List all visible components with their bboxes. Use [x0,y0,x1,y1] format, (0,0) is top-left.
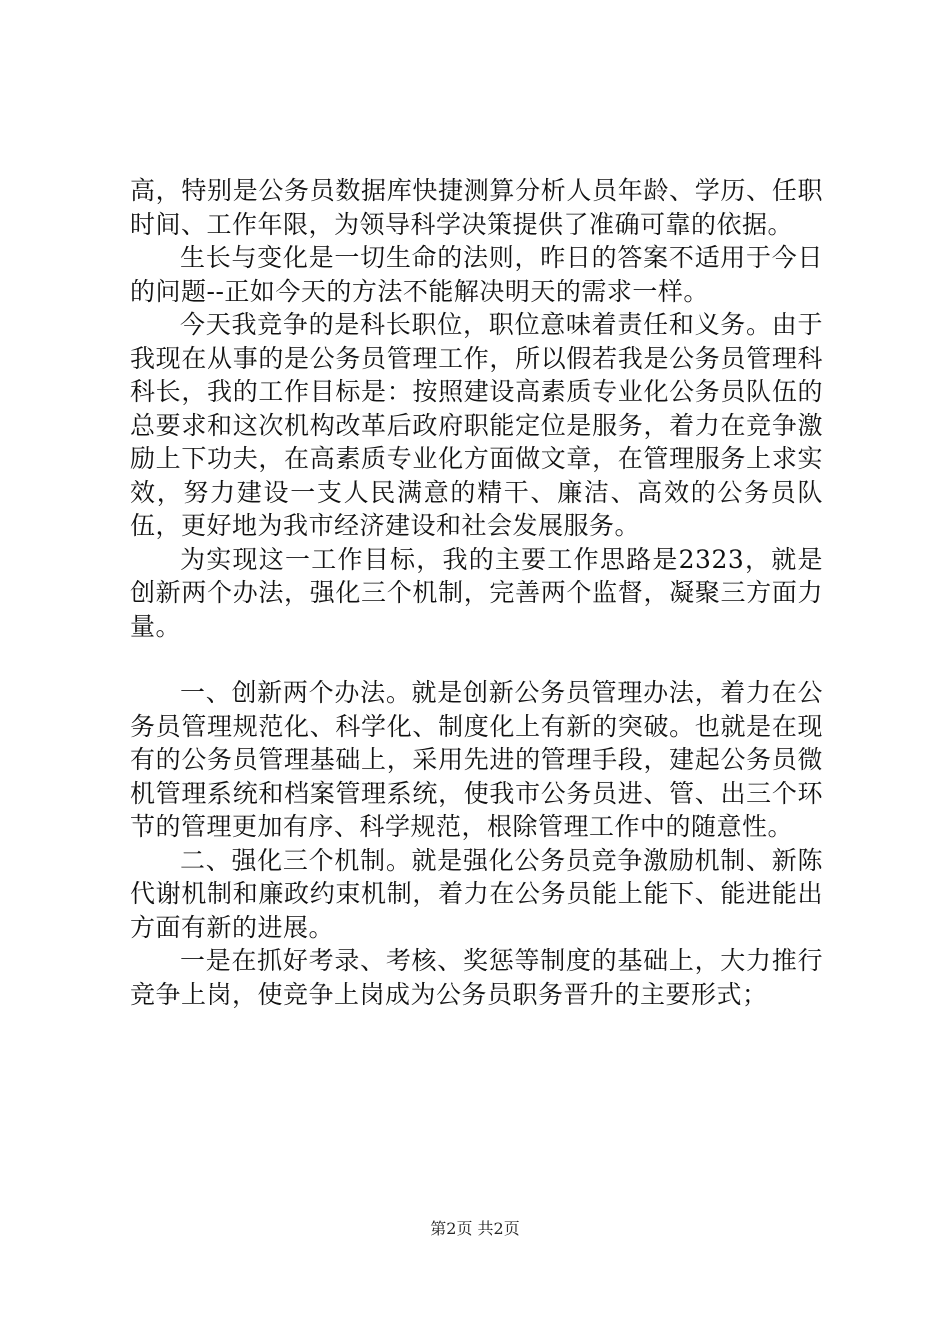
paragraph-spacer [130,643,823,676]
paragraph-growth-change: 生长与变化是一切生命的法则，昨日的答案不适用于今日的问题--正如今天的方法不能解决明天的需求一样。 [130,243,823,306]
page-number-footer: 第2页 共2页 [430,1219,520,1238]
paragraph-work-approach: 为实现这一工作目标，我的主要工作思路是2323，就是创新两个办法，强化三个机制，完善两个监督，凝聚三方面力量。 [130,544,824,641]
paragraph-continuation: 高，特别是公务员数据库快捷测算分析人员年龄、学历、任职时间、工作年限，为领导科学决策提供了准确可靠的依据。 [130,176,823,239]
paragraph-work-goal: 今天我竞争的是科长职位，职位意味着责任和义务。由于我现在从事的是公务员管理工作，所以假若我是公务员管理科科长，我的工作目标是：按照建设高素质专业化公务员队伍的总要求和这次机构改革后政府职能定位是服务，着力在竞争激励上下功夫，在高素质专业化方面做文章，在管理服务上求实效，努力建设一支人民满意的精干、廉洁、高效的公务员队伍，更好地为我市经济建设和社会发展服务。 [130,310,823,540]
paragraph-section-two: 二、强化三个机制。就是强化公务员竞争激励机制、新陈代谢机制和廉政约束机制，着力在公务员能上能下、能进能出方面有新的进展。 [130,845,823,942]
paragraph-section-one: 一、创新两个办法。就是创新公务员管理办法，着力在公务员管理规范化、科学化、制度化上有新的突破。也就是在现有的公务员管理基础上，采用先进的管理手段，建起公务员微机管理系统和档案管理系统，使我市公务员进、管、出三个环节的管理更加有序、科学规范，根除管理工作中的随意性。 [130,678,823,841]
paragraph-item-one: 一是在抓好考录、考核、奖惩等制度的基础上，大力推行竞争上岗，使竞争上岗成为公务员职务晋升的主要形式； [130,946,823,1009]
document-body [130,174,823,1011]
